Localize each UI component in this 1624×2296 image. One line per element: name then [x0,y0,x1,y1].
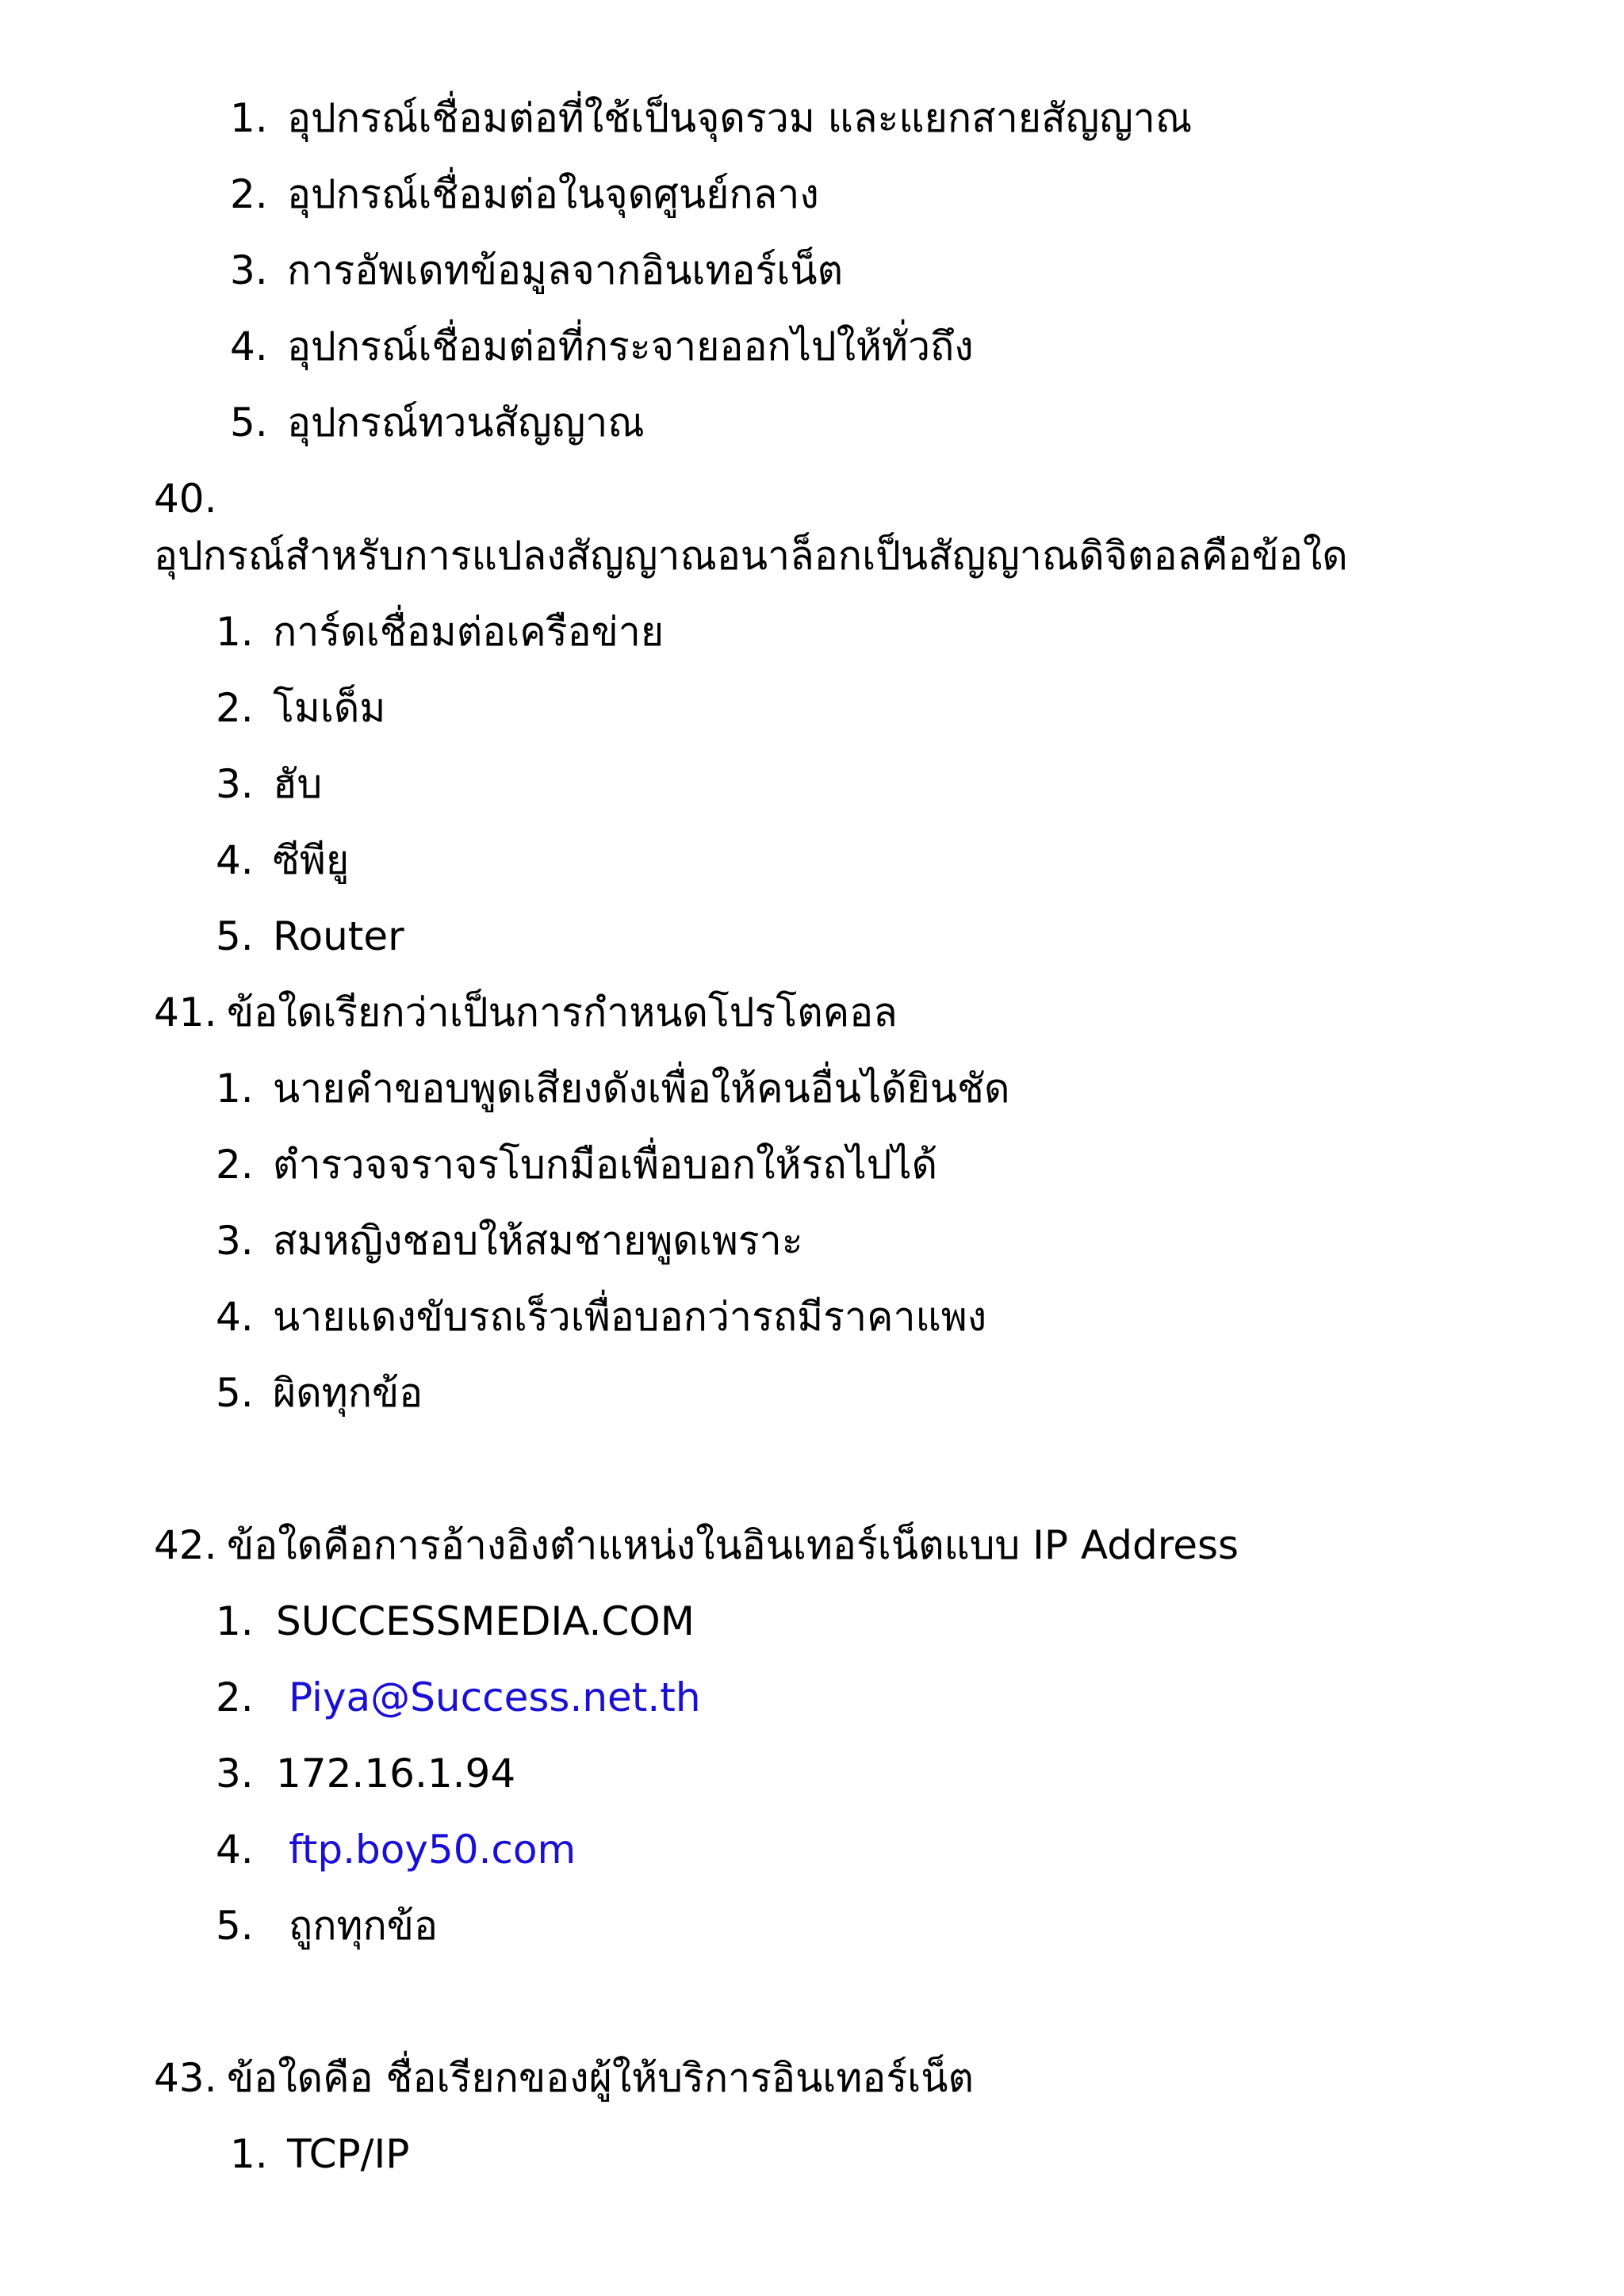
option-text: อุปกรณ์เชื่อมต่อที่กระจายออกไปให้ทั่วถึง [287,323,974,369]
option-number: 2. [216,1674,254,1720]
option-text: SUCCESSMEDIA.COM [276,1598,695,1644]
option-text: สมหญิงชอบให้สมชายพูดเพราะ [273,1218,803,1264]
q39-option-2 [230,170,819,218]
option-text: 172.16.1.94 [276,1751,516,1797]
option-number: 1. [230,2131,268,2177]
q40-question: อุปกรณ์สำหรับการแปลงสัญญาณอนาล็อกเป็นสัญญาณดิจิตอลคือข้อใด [154,533,1348,579]
option-number: 1. [216,609,254,655]
q43-heading [154,2054,974,2102]
q40-number: 40. [154,476,217,522]
option-text: นายคำขอบพูดเสียงดังเพื่อให้คนอื่นได้ยินชัด [273,1066,1010,1112]
question-text: ข้อใดคือการอ้างอิงตำแหน่งในอินเทอร์เน็ตแบบ IP Address [227,1522,1239,1568]
option-number: 1. [216,1598,254,1644]
option-number: 4. [216,1827,254,1873]
option-number: 1. [216,1066,254,1112]
q42-option-2 [216,1674,701,1721]
question-text: ข้อใดคือ ชื่อเรียกของผู้ให้บริการอินเทอร์เน็ต [227,2055,974,2101]
option-number: 5. [216,1903,254,1949]
email-link[interactable]: Piya@Success.net.th [289,1674,701,1720]
option-number: 2. [216,1142,254,1188]
option-number: 4. [216,1294,254,1340]
option-text: อุปกรณ์เชื่อมต่อที่ใช้เป็นจุดรวม และแยกสายสัญญาณ [287,95,1193,141]
option-number: 3. [216,1751,254,1797]
url-link[interactable]: ftp.boy50.com [289,1827,576,1873]
option-text: อุปกรณ์ทวนสัญญาณ [287,400,645,446]
option-text: การอัพเดทข้อมูลจากอินเทอร์เน็ต [287,247,844,293]
q42-option-3 [216,1750,515,1797]
option-number: 5. [216,913,254,959]
q40-option-5 [216,913,404,960]
option-text: TCP/IP [287,2131,410,2177]
q39-option-4 [230,323,974,370]
q40-option-2 [216,684,385,732]
q42-option-1 [216,1598,695,1645]
question-text: ข้อใดเรียกว่าเป็นการกำหนดโปรโตคอล [227,989,898,1035]
option-text: อุปกรณ์เชื่อมต่อในจุดศูนย์กลาง [287,171,819,217]
question-number: 42. [154,1522,217,1568]
option-text: การ์ดเชื่อมต่อเครือข่าย [273,609,665,655]
q39-option-1 [230,94,1192,142]
q42-option-4 [216,1826,576,1873]
option-text: ตำรวจจราจรโบกมือเพื่อบอกให้รถไปได้ [273,1142,938,1188]
q41-option-1 [216,1065,1009,1112]
q41-heading [154,989,898,1036]
question-number: 43. [154,2055,217,2101]
option-text: โมเด็ม [273,685,386,731]
option-text: ผิดทุกข้อ [273,1370,423,1416]
option-text: ถูกทุกข้อ [289,1903,438,1949]
q40-option-3 [216,760,322,808]
option-number: 3. [216,1218,254,1264]
q39-option-5 [230,399,645,446]
option-number: 3. [230,247,268,293]
q41-option-4 [216,1293,986,1341]
q42-heading [154,1521,1239,1569]
option-text: Router [273,913,404,959]
option-text: นายแดงขับรถเร็วเพื่อบอกว่ารถมีราคาแพง [273,1294,987,1340]
option-number: 3. [216,761,254,807]
q40-option-1 [216,608,664,656]
q41-option-2 [216,1141,937,1188]
option-number: 4. [230,323,268,369]
q40-option-4 [216,836,349,884]
option-number: 5. [230,400,268,446]
option-number: 2. [230,171,268,217]
q39-option-3 [230,247,843,294]
question-number: 41. [154,989,217,1035]
option-number: 5. [216,1370,254,1416]
option-number: 2. [216,685,254,731]
q43-option-1 [230,2130,409,2178]
q41-option-3 [216,1217,803,1265]
option-number: 4. [216,837,254,883]
q42-option-5 [216,1902,438,1950]
q41-option-5 [216,1369,423,1417]
option-text: ซีพียู [273,837,350,883]
option-number: 1. [230,95,268,141]
option-text: ฮับ [273,761,323,807]
